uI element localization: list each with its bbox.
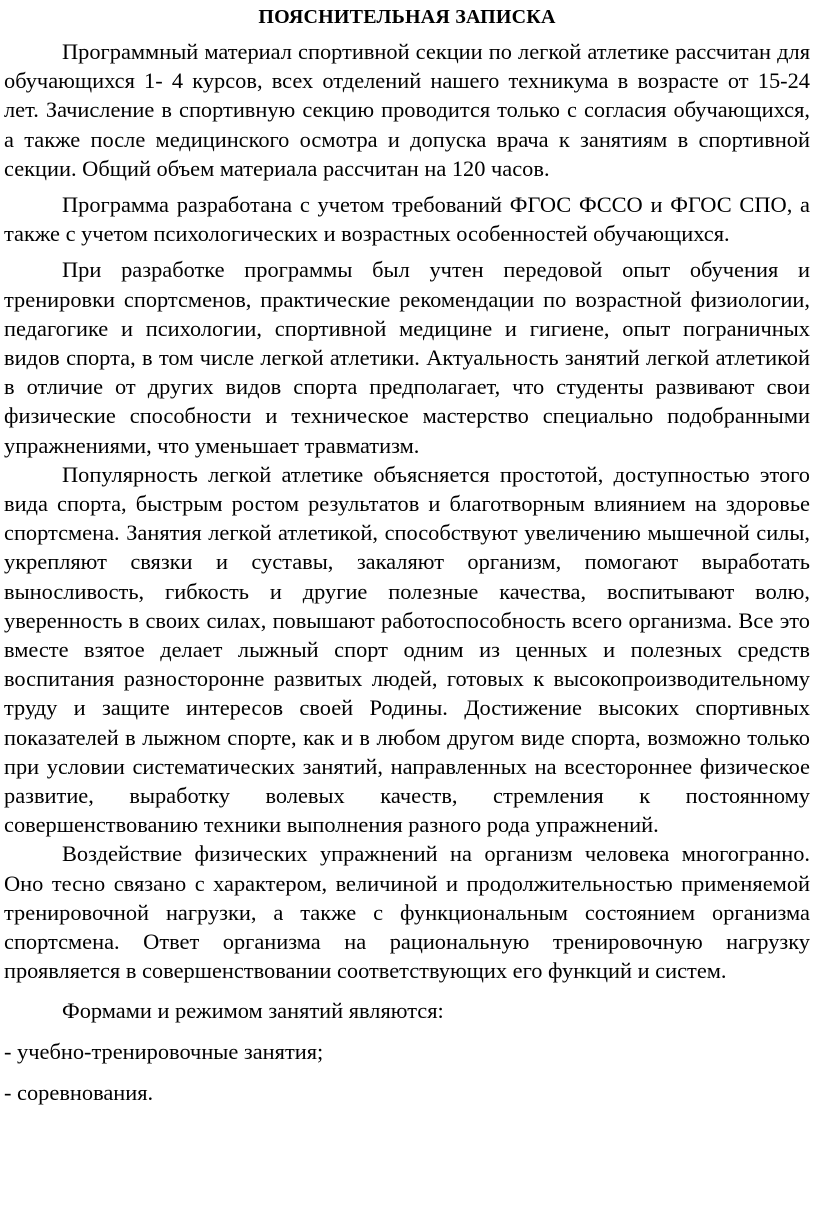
document-title: ПОЯСНИТЕЛЬНАЯ ЗАПИСКА [258, 6, 556, 28]
list-item: - учебно-тренировочные занятия; [4, 1038, 324, 1064]
paragraph-program-scope: Программный материал спортивной секции по легкой атлетике рассчитан для обучающихся 1- 4 курсов, всех отделений нашего техникума в возрасте от 15-24 лет. Зачисление в спортивную секцию проводится только с согласия обучающихся, а также после медицинского осмотра и допуска врача к занятиям в спортивной секции. Общий объем материала рассчитан на 120 часов. [4, 39, 810, 181]
paragraph-standards: Программа разработана с учетом требований ФГОС ФССО и ФГОС СПО, а также с учетом психологических и возрастных особенностей обучающихся. [4, 192, 810, 247]
paragraph-impact: Воздействие физических упражнений на организм человека многогранно. Оно тесно связано с характером, величиной и продолжительностью применяемой тренировочной нагрузки, а также с функциональным состоянием организма спортсмена. Ответ организма на рациональную тренировочную нагрузку проявляется в совершенствовании соответствующих его функций и систем. [4, 841, 810, 984]
paragraph-experience: При разработке программы был учтен передовой опыт обучения и тренировки спортсменов, практические рекомендации по возрастной физиологии, педагогике и психологии, спортивной медицине и гигиене, опыт пограничных видов спорта, в том числе легкой атлетики. Актуальность занятий легкой атлетикой в отличие от других видов спорта предполагает, что студенты развивают свои физические способности и техническое мастерство специально подобранными упражнениями, что уменьшает травматизм. [4, 257, 810, 458]
forms-intro: Формами и режимом занятий являются: [62, 997, 444, 1023]
paragraph-popularity: Популярность легкой атлетике объясняется простотой, доступностью этого вида спорта, быстрым ростом результатов и благотворным влиянием на здоровье спортсмена. Занятия легкой атлетикой, способствуют увеличению мышечной силы, укрепляют связки и суставы, закаляют организм, помогают выработать выносливость, гибкость и другие полезные качества, воспитывают волю, уверенность в своих силах, повышают работоспособность всего организма. Все это вместе взятое делает лыжный спорт одним из ценных и полезных средств воспитания разносторонне развитых людей, готовых к высокопроизводительному труду и защите интересов своей Родины. Достижение высоких спортивных показателей в лыжном спорте, как и в любом другом виде спорта, возможно только при условии систематических занятий, направленных на всестороннее физическое развитие, выработку волевых качеств, стремления к постоянному совершенствованию техники выполнения разного рода упражнений. [4, 461, 810, 838]
list-item: - соревнования. [4, 1079, 154, 1105]
forms-list [4, 1037, 810, 1107]
